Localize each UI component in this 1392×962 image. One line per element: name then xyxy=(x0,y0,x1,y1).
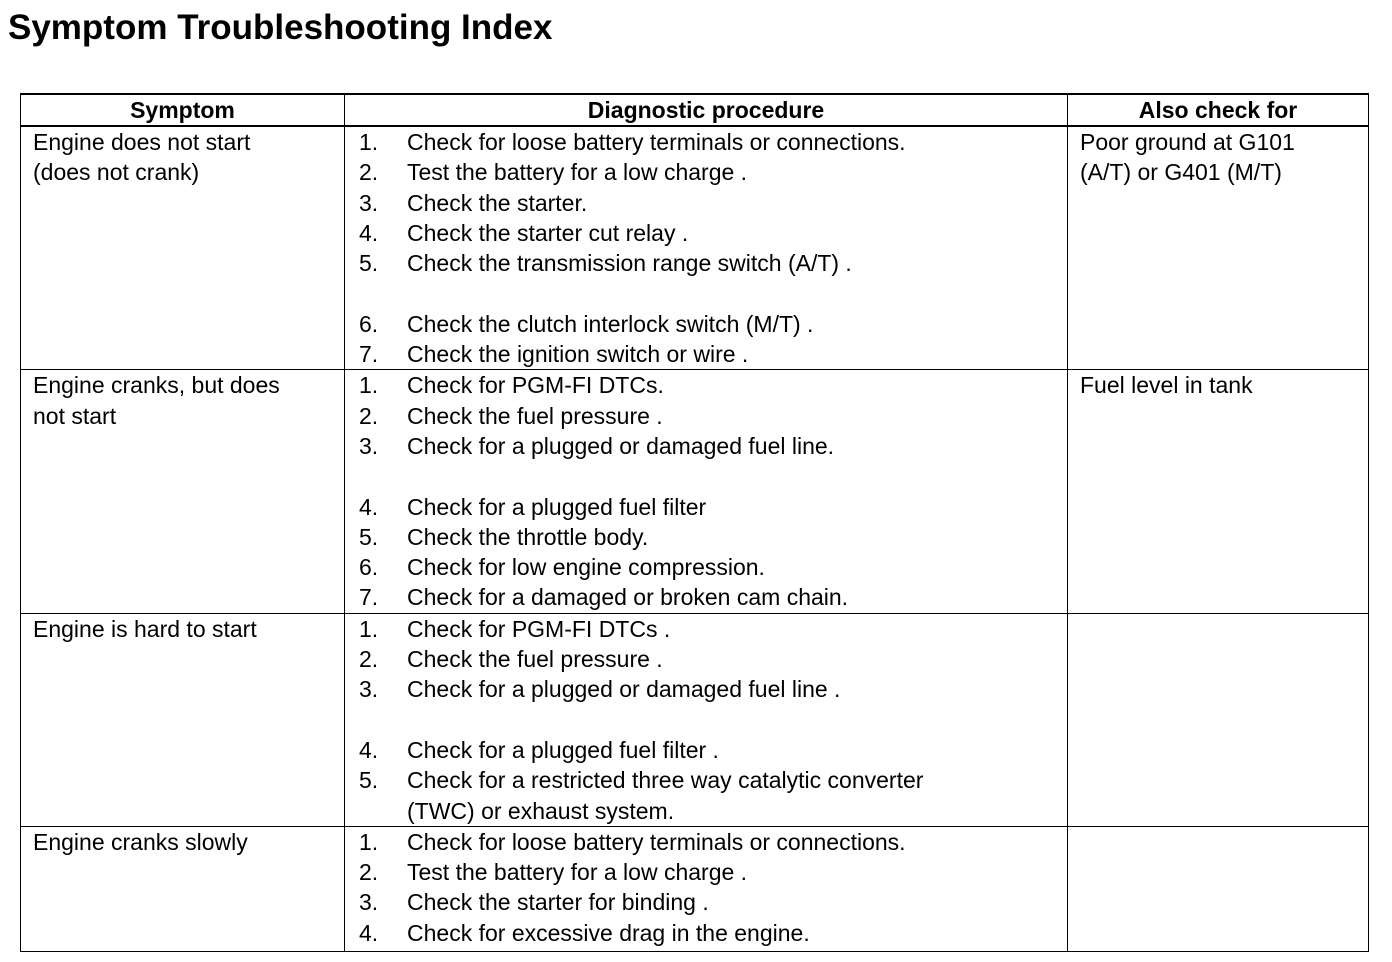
diagnostic-cell xyxy=(345,613,1068,826)
step-text: Check for a plugged or damaged fuel line . xyxy=(407,676,841,703)
step-item xyxy=(359,735,1067,765)
step-number: 1. xyxy=(359,615,379,642)
step-text: Check the starter for binding . xyxy=(407,889,709,916)
page-title: Symptom Troubleshooting Index xyxy=(8,8,553,47)
step-number: 4. xyxy=(359,219,379,246)
symptom-cell xyxy=(21,613,345,826)
step-item xyxy=(359,401,1067,431)
step-number: 3. xyxy=(359,189,379,216)
step-number: 3. xyxy=(359,432,379,459)
step-number: 6. xyxy=(359,554,379,581)
header-diagnostic-procedure: Diagnostic procedure xyxy=(345,94,1068,126)
step-text: Check for loose battery terminals or connections. xyxy=(407,828,906,855)
step-number: 1. xyxy=(359,129,379,155)
step-text: Check for PGM-FI DTCs . xyxy=(407,615,671,642)
step-item xyxy=(359,309,1067,339)
table-row xyxy=(21,826,1369,951)
step-text: Check for PGM-FI DTCs. xyxy=(407,372,664,399)
step-number: 3. xyxy=(359,676,379,703)
step-number: 4. xyxy=(359,736,379,763)
step-text: Check the transmission range switch (A/T) . xyxy=(407,250,852,277)
step-text: Check for loose battery terminals or connections. xyxy=(407,129,906,155)
step-item xyxy=(359,674,1067,704)
step-list xyxy=(345,614,1067,826)
step-item xyxy=(359,370,1067,400)
step-text: Check for a damaged or broken cam chain. xyxy=(407,584,849,611)
symptom-table xyxy=(20,93,1369,952)
step-text: Check the clutch interlock switch (M/T) . xyxy=(407,310,814,337)
step-item xyxy=(359,492,1067,522)
step-text: Check for a restricted three way catalytic converter (TWC) or exhaust system. xyxy=(407,767,924,824)
table-row xyxy=(21,370,1369,613)
step-item xyxy=(359,248,1067,278)
step-item xyxy=(359,582,1067,612)
step-number: 5. xyxy=(359,523,379,550)
step-number: 2. xyxy=(359,402,379,429)
step-text: Check the fuel pressure . xyxy=(407,646,663,673)
symptom-text: Engine cranks slowly xyxy=(33,828,248,855)
also-check-cell xyxy=(1068,370,1369,613)
step-item xyxy=(359,188,1067,218)
step-number: 5. xyxy=(359,767,379,794)
step-item xyxy=(359,522,1067,552)
step-number: 2. xyxy=(359,646,379,673)
step-item xyxy=(359,765,1067,826)
step-text: Check for a plugged or damaged fuel line. xyxy=(407,432,835,459)
table-row xyxy=(21,613,1369,826)
step-number: 5. xyxy=(359,250,379,277)
step-text: Check for excessive drag in the engine. xyxy=(407,919,810,946)
step-number: 1. xyxy=(359,372,379,399)
symptom-cell xyxy=(21,370,345,613)
step-item xyxy=(359,431,1067,461)
step-item xyxy=(359,552,1067,582)
header-also-check-for: Also check for xyxy=(1068,94,1369,126)
symptom-text: Engine is hard to start xyxy=(33,615,257,642)
symptom-cell xyxy=(21,126,345,370)
step-text: Check for a plugged fuel filter . xyxy=(407,736,719,763)
step-text: Check for a plugged fuel filter xyxy=(407,493,707,520)
step-text: Check the fuel pressure . xyxy=(407,402,663,429)
step-item xyxy=(359,887,1067,917)
diagnostic-cell xyxy=(345,826,1068,951)
step-item xyxy=(359,339,1067,369)
step-text: Test the battery for a low charge . xyxy=(407,159,748,186)
step-text: Check the throttle body. xyxy=(407,523,649,550)
step-text: Check the starter cut relay . xyxy=(407,219,689,246)
diagnostic-cell xyxy=(345,126,1068,370)
symptom-text: Engine cranks, but does not start xyxy=(33,372,280,429)
step-number: 1. xyxy=(359,828,379,855)
also-check-text: Fuel level in tank xyxy=(1080,372,1253,399)
step-item xyxy=(359,918,1067,948)
step-number: 4. xyxy=(359,493,379,520)
step-text: Test the battery for a low charge . xyxy=(407,859,748,886)
table-row xyxy=(21,126,1369,370)
step-item xyxy=(359,127,1067,157)
symptom-cell xyxy=(21,826,345,951)
step-text: Check for low engine compression. xyxy=(407,554,765,581)
step-number: 3. xyxy=(359,889,379,916)
step-text: Check the starter. xyxy=(407,189,588,216)
step-number: 4. xyxy=(359,919,379,946)
also-check-cell xyxy=(1068,826,1369,951)
step-list xyxy=(345,827,1067,948)
also-check-text: Poor ground at G101 (A/T) or G401 (M/T) xyxy=(1080,129,1295,186)
table-header-row xyxy=(21,94,1369,126)
step-number: 6. xyxy=(359,310,379,337)
step-number: 7. xyxy=(359,584,379,611)
also-check-cell xyxy=(1068,126,1369,370)
step-number: 2. xyxy=(359,159,379,186)
step-item xyxy=(359,218,1067,248)
step-number: 7. xyxy=(359,341,379,368)
step-number: 2. xyxy=(359,859,379,886)
step-list xyxy=(345,127,1067,369)
diagnostic-cell xyxy=(345,370,1068,613)
step-item xyxy=(359,614,1067,644)
step-list xyxy=(345,370,1067,612)
step-item xyxy=(359,857,1067,887)
step-item xyxy=(359,157,1067,187)
symptom-text: Engine does not start (does not crank) xyxy=(33,129,251,186)
step-text: Check the ignition switch or wire . xyxy=(407,341,749,368)
step-item xyxy=(359,644,1067,674)
header-symptom: Symptom xyxy=(21,94,345,126)
step-item xyxy=(359,827,1067,857)
also-check-cell xyxy=(1068,613,1369,826)
